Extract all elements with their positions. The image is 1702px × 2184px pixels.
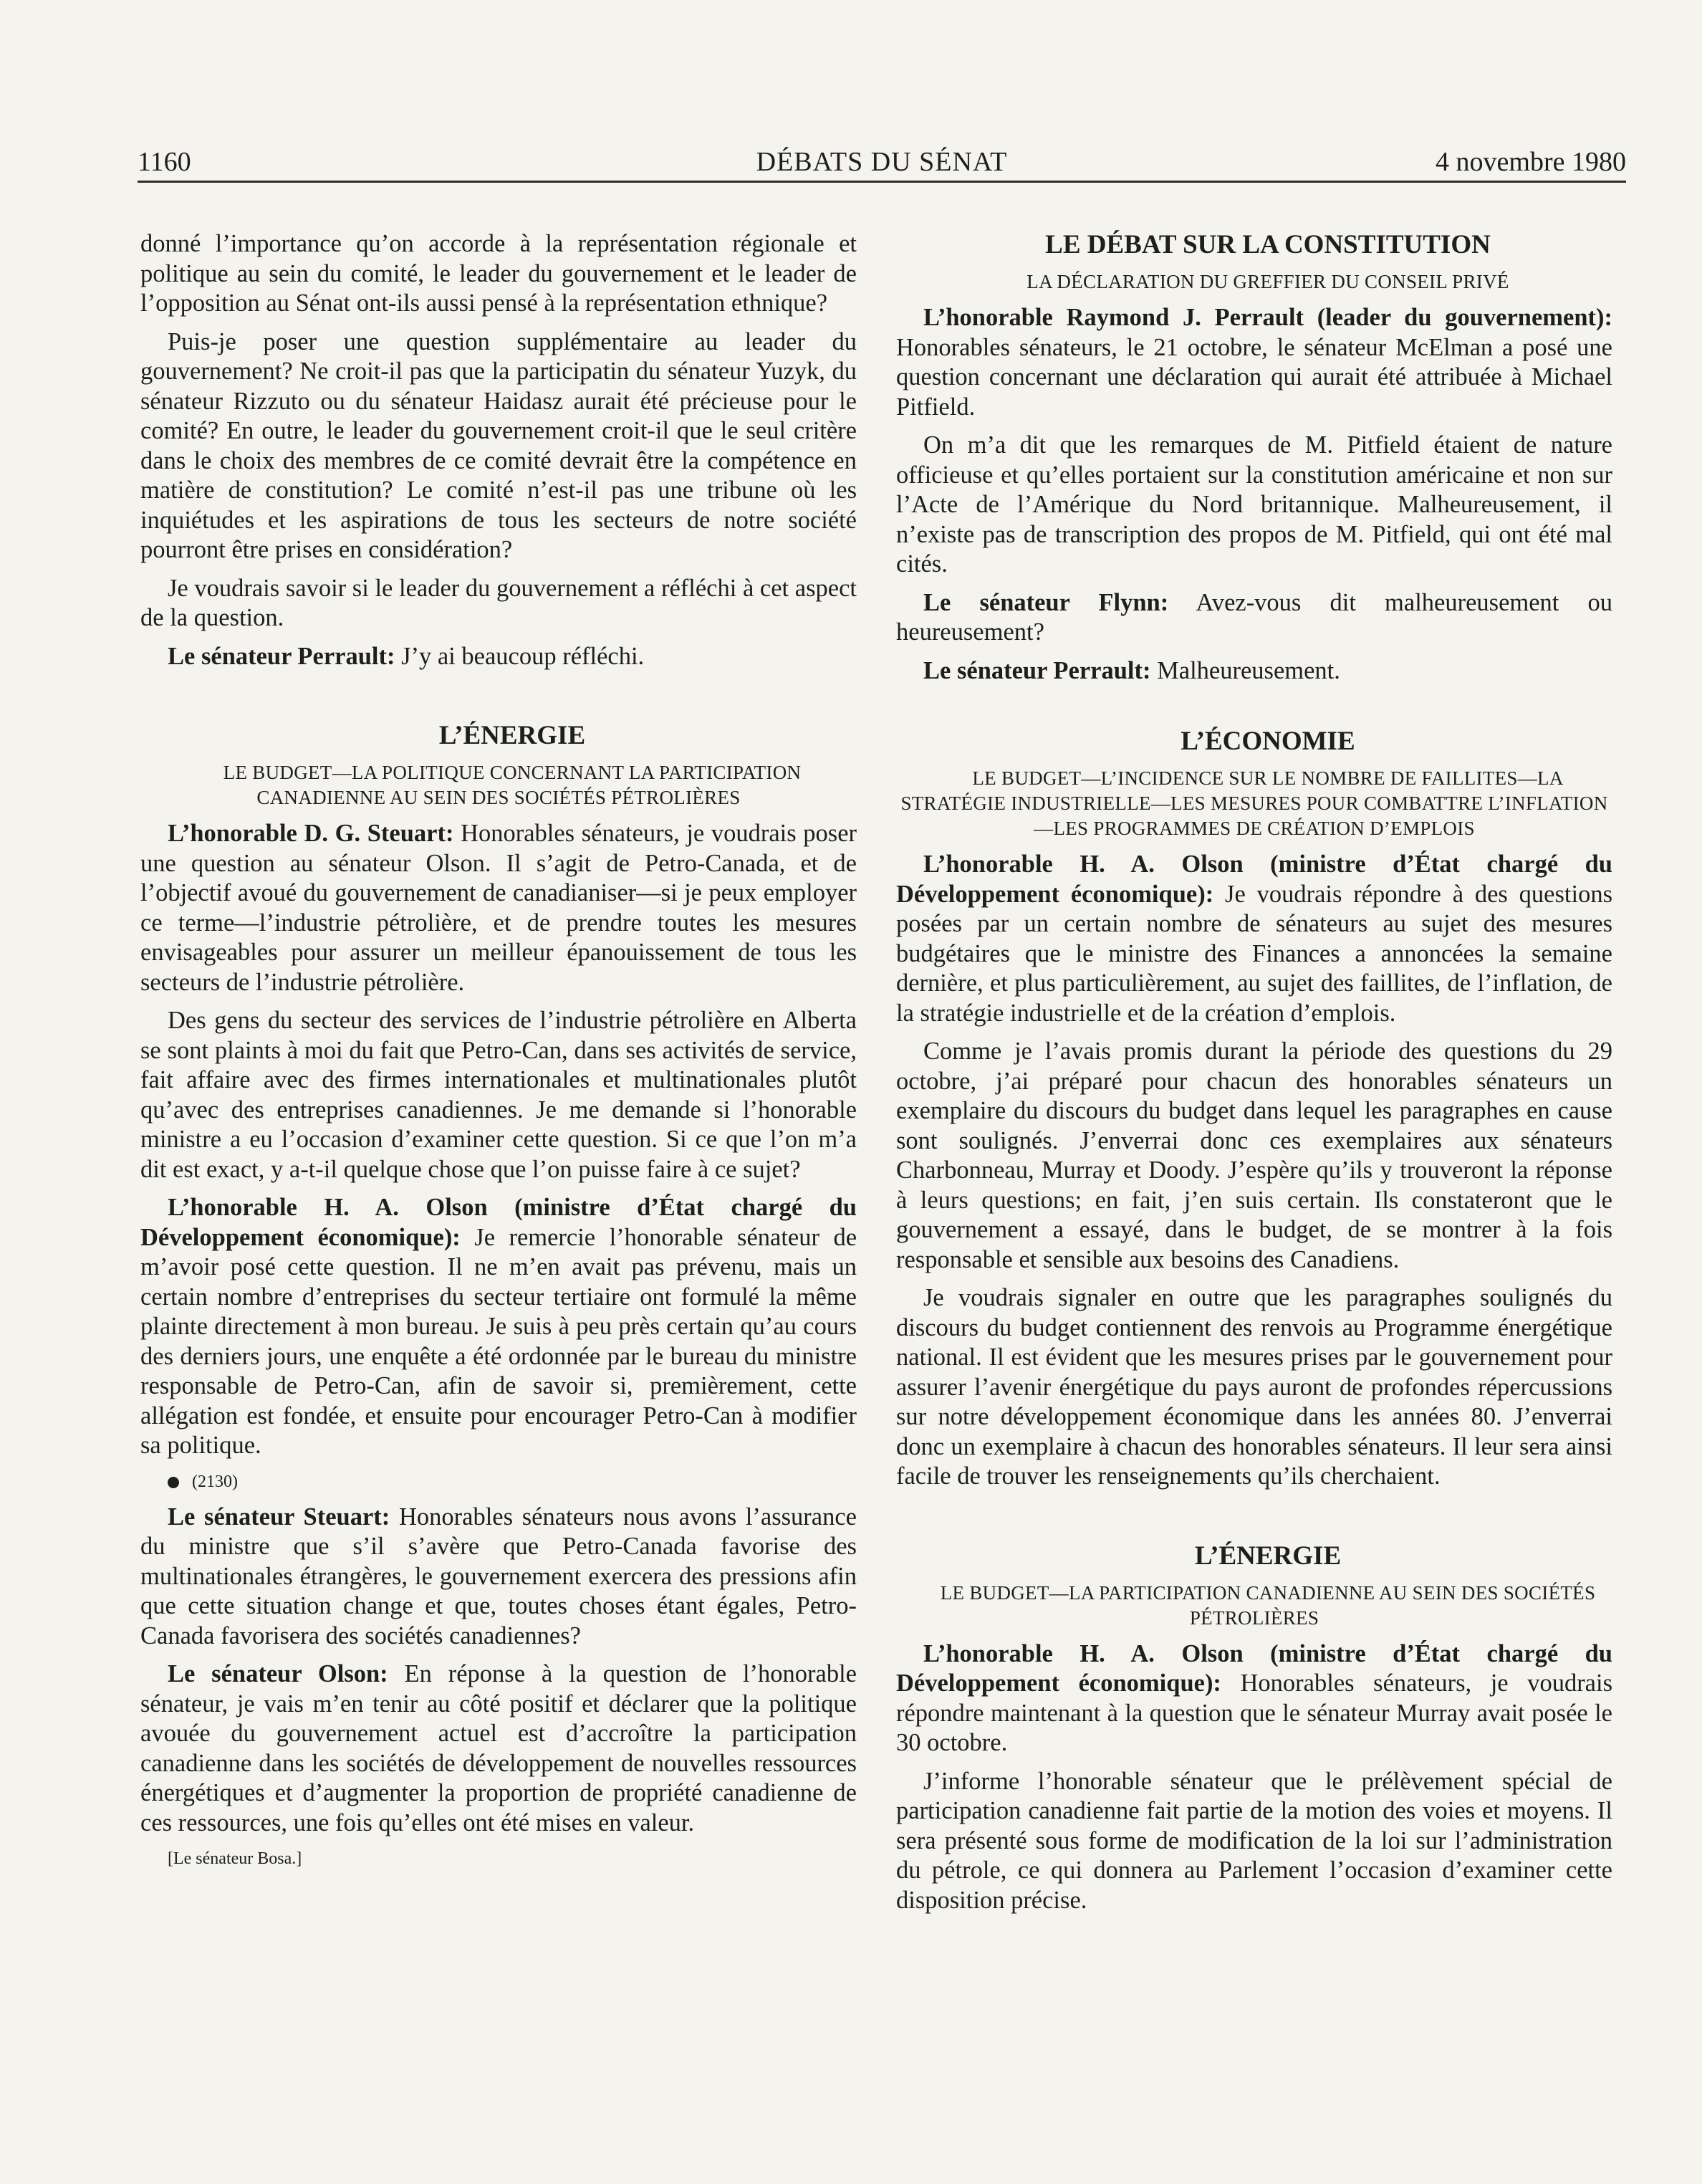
paragraph: [140, 1193, 857, 1461]
paragraph: [140, 1659, 857, 1838]
section-subtitle: LE BUDGET—LA PARTICIPATION CANADIENNE AU SEIN DES SOCIÉTÉS PÉTROLIÈRES: [940, 1581, 1596, 1629]
speech-text: Malheureusement.: [1150, 656, 1340, 684]
section-subtitle: LE BUDGET—L’INCIDENCE SUR LE NOMBRE DE FAILLITES—LA STRATÉGIE INDUSTRIELLE—LES MESURES POUR COMBATTRE L’INFLATION—LES PROGRAMMES DE CRÉATION D’EMPLOIS: [900, 767, 1608, 839]
time-marker-text: (2130): [192, 1472, 238, 1491]
section-subtitle: LE BUDGET—LA POLITIQUE CONCERNANT LA PARTICIPATION CANADIENNE AU SEIN DES SOCIÉTÉS PÉTROLIÈRES: [223, 762, 802, 808]
paragraph: Je voudrais signaler en outre que les paragraphes soulignés du discours du budget contiennent des renvois au Programme énergétique national. Il est évident que les mesures prises par le gouvernement pour assurer l’avenir énergétique du pays auront de profondes répercussions sur notre développement économique dans les années 80. J’enverrai donc un exemplaire à chacun des honorables sénateurs. Il leur sera ainsi facile de trouver les renseignements qu’ils cherchaient.: [896, 1284, 1612, 1490]
speech-text: J’y ai beaucoup réfléchi.: [395, 642, 645, 670]
paragraph: On m’a dit que les remarques de M. Pitfield étaient de nature officieuse et qu’elles portaient sur la constitution américaine et non sur l’Acte de l’Amérique du Nord britannique. Malheureusement, il n’existe pas de transcription des propos de M. Pitfield, qui ont été mal cités.: [896, 431, 1612, 578]
speaker-name: L’honorable Raymond J. Perrault (leader du gouvernement):: [923, 304, 1612, 331]
paragraph: [140, 819, 857, 997]
speech-text: Honorables sénateurs, je voudrais répondre maintenant à la question que le sénateur Murray avait posée le 30 octobre.: [896, 1670, 1613, 1756]
paragraph: [896, 303, 1612, 422]
section-title: L’ÉNERGIE: [1194, 1541, 1342, 1571]
speech-text: En réponse à la question de l’honorable sénateur, je vais m’en tenir au côté positif et déclarer que la politique avouée du gouvernement actuel est d’accroître la participation canadienne dans les sociétés de développement de nouvelles ressources énergétiques et d’augmenter la proportion de propriété canadienne de ces ressources, une fois qu’elles ont été mises en valeur.: [140, 1660, 857, 1836]
paragraph: Comme je l’avais promis durant la période des questions du 29 octobre, j’ai préparé pour chacun des honorables sénateurs un exemplaire du discours du budget dans lequel les paragraphes en cause sont soulignés. J’enverrai donc ces exemplaires aux sénateurs Charbonneau, Murray et Doody. J’espère qu’ils y trouveront la réponse à leurs questions; en fait, j’en suis certain. Ils constateront que le gouvernement a essayé, dans le budget, de se montrer à la fois responsable et sensible aux besoins des Canadiens.: [896, 1038, 1612, 1273]
speaker-name: L’honorable H. A. Olson (ministre d’État chargé du Développement économique):: [896, 1639, 1612, 1697]
speech-text: Honorables sénateurs, le 21 octobre, le sénateur McElman a posé une question concernant une déclaration qui aurait été attribuée à Michael Pitfield.: [896, 333, 1612, 421]
paragraph: Puis-je poser une question supplémentaire au leader du gouvernement? Ne croit-il pas que la participatin du sénateur Yuzyk, du sénateur Rizzuto ou du sénateur Haidasz aurait été précieuse pour le comité? En outre, le leader du gouvernement croit-il que le seul critère dans le choix des membres de ce comité devrait être la compétence en matière de constitution? Le comité n’est-il pas une tribune où les inquiétudes et les aspirations de tous les secteurs de notre société pourront être prises en considération?: [140, 327, 857, 563]
speech-text: Avez-vous dit malheureusement ou heureusement?: [896, 588, 1613, 646]
speaker-name: Le sénateur Perrault:: [923, 656, 1151, 684]
speaker-name: L’honorable H. A. Olson (ministre d’État chargé du Développement économique):: [896, 851, 1612, 908]
page-number: 1160: [138, 147, 191, 177]
paragraph: Je voudrais savoir si le leader du gouvernement a réfléchi à cet aspect de la question.: [140, 574, 857, 631]
speaker-name: Le sénateur Flynn:: [923, 588, 1169, 616]
page-date: 4 novembre 1980: [1436, 147, 1626, 177]
speech-text: Honorables sénateurs, je voudrais poser une question au sénateur Olson. Il s’agit de Petro-Canada, et de l’objectif avoué du gouvernement de canadianiser—si je peux employer ce terme—l’industrie pétrolière, et de prendre toutes les mesures envisageables pour assurer un meilleur épanouissement de tous les secteurs de l’industrie pétrolière.: [140, 820, 857, 996]
paragraph: [896, 850, 1612, 1028]
paragraph: donné l’importance qu’on accorde à la représentation régionale et politique au sein du comité, le leader du gouvernement et le leader de l’opposition au Sénat ont-ils aussi pensé à la représentation ethnique?: [140, 230, 857, 317]
paragraph: [896, 1639, 1612, 1758]
paragraph: [896, 588, 1612, 648]
page-header: [138, 143, 1626, 183]
speech-text: Je remercie l’honorable sénateur de m’avoir posé cette question. Il ne m’en avait pas prévenu, mais un certain nombre d’entreprises du secteur tertiaire ont formulé la même plainte directement à mon bureau. Je suis à peu près certain qu’au cours des derniers jours, une enquête a été ordonnée par le bureau du ministre responsable de Petro-Can, afin de savoir si, premièrement, cette allégation est fondée, et ensuite pour encourager Petro-Can à modifier sa politique.: [140, 1223, 857, 1459]
paragraph: Des gens du secteur des services de l’industrie pétrolière en Alberta se sont plaints à moi du fait que Petro-Can, dans ses activités de service, fait affaire avec des firmes internationales et multinationales plutôt qu’avec des entreprises canadiennes. Je me demande si l’honorable ministre a eu l’occasion d’examiner cette question. Si ce que l’on m’a dit est exact, y a-t-il quelque chose que l’on puisse faire à ce sujet?: [140, 1007, 857, 1183]
speech-text: Je voudrais répondre à des questions posées par un certain nombre de sénateurs au sujet des mesures budgétaires que le ministre des Finances a annoncées la semaine dernière, et plus particulièrement, au sujet des faillites, de l’inflation, de la stratégie industrielle et de la création d’emplois.: [896, 880, 1613, 1027]
speaker-name: L’honorable D. G. Steuart:: [168, 820, 454, 847]
speaker-name: Le sénateur Steuart:: [168, 1503, 390, 1531]
right-column: [896, 229, 1612, 1924]
publication-title: DÉBATS DU SÉNAT: [756, 147, 1008, 177]
paragraph: J’informe l’honorable sénateur que le prélèvement spécial de participation canadienne fait partie de la motion des voies et moyens. Il sera présenté sous forme de modification de la loi sur l’administration du pétrole, ce qui donnera au Parlement l’occasion d’examiner cette disposition précise.: [896, 1767, 1612, 1914]
footnote: [Le sénateur Bosa.]: [168, 1849, 302, 1868]
time-marker: [140, 1470, 857, 1494]
section-title: L’ÉCONOMIE: [1181, 727, 1355, 756]
paragraph: [140, 642, 857, 672]
bullet-dot-icon: [168, 1477, 179, 1488]
speaker-name: Le sénateur Olson:: [168, 1660, 388, 1687]
section-subtitle: LA DÉCLARATION DU GREFFIER DU CONSEIL PRIVÉ: [1027, 271, 1509, 292]
paragraph: [140, 1503, 857, 1652]
paragraph: [896, 656, 1612, 686]
speech-text: Honorables sénateurs nous avons l’assurance du ministre que s’il s’avère que Petro-Canada favorise des multinationales étrangères, le gouvernement exercera des pressions afin que cette situation change et que, toutes choses étant égales, Petro-Canada favorisera des sociétés canadiennes?: [140, 1503, 857, 1649]
section-title: LE DÉBAT SUR LA CONSTITUTION: [1045, 230, 1491, 259]
speaker-name: L’honorable H. A. Olson (ministre d’État chargé du Développement économique):: [140, 1194, 857, 1251]
speaker-name: Le sénateur Perrault:: [168, 642, 395, 670]
left-column: [140, 229, 857, 1879]
section-title: L’ÉNERGIE: [438, 721, 586, 750]
